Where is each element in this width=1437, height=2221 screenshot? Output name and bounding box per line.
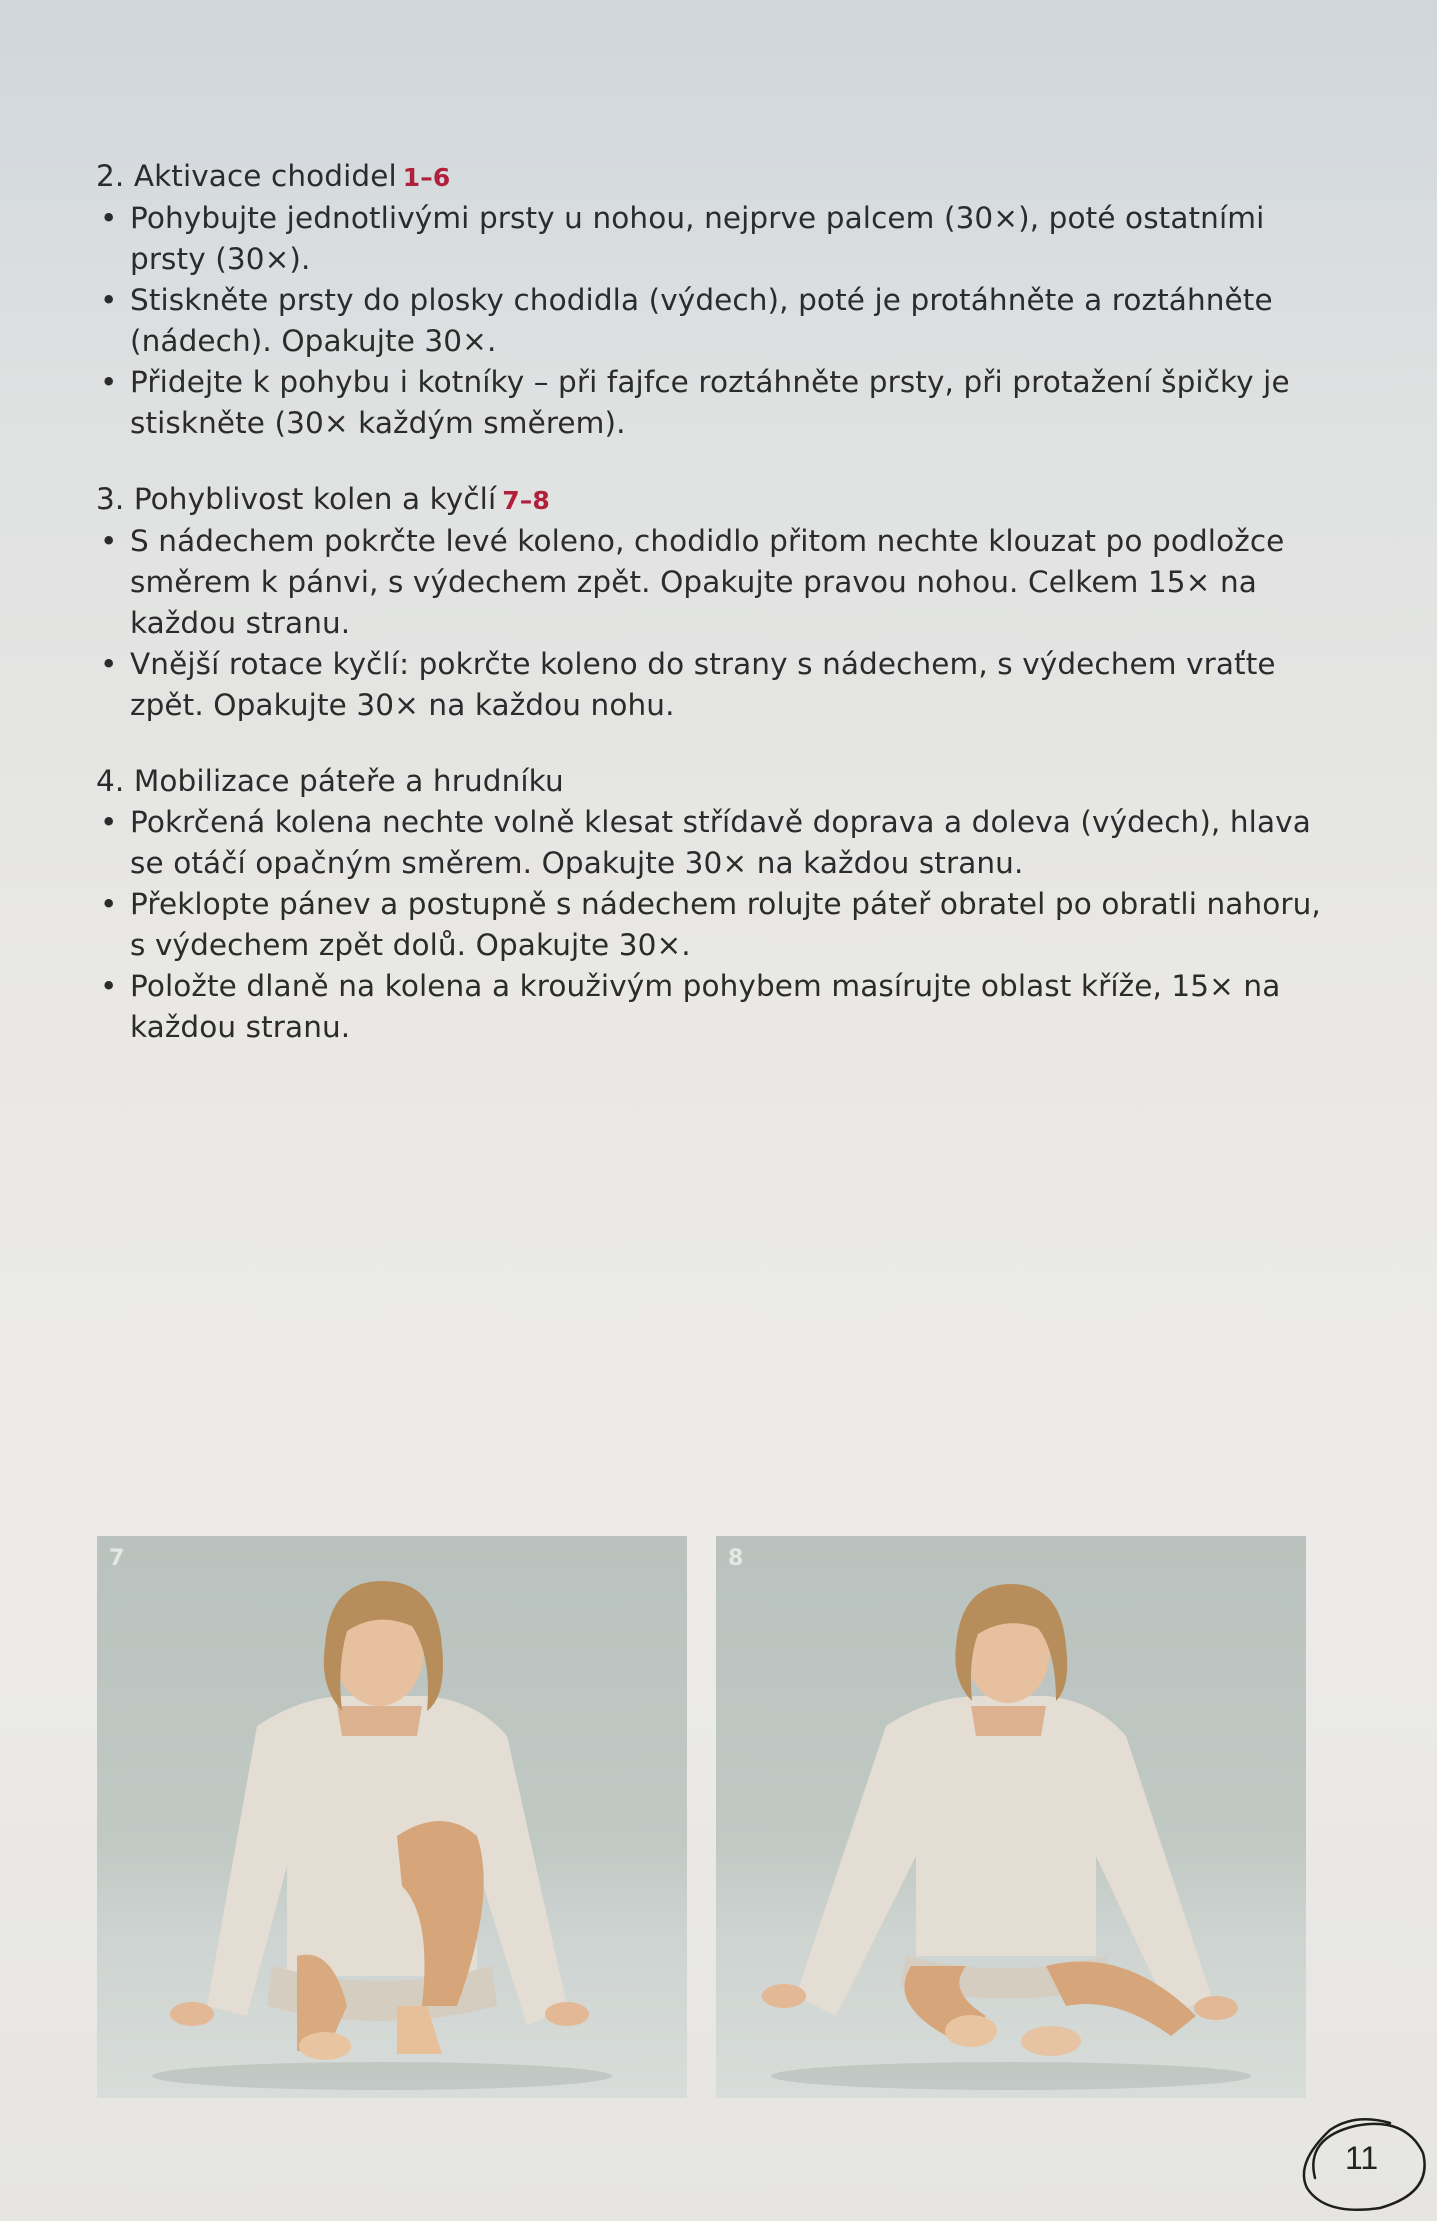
- list-item: • Pokrčená kolena nechte volně klesat střídavě doprava a doleva (výdech), hlava se otáčí opačným směrem. Opakujte 30× na každou stranu.: [96, 802, 1330, 884]
- exercise-photo-7: [97, 1536, 687, 2098]
- list-item: • Vnější rotace kyčlí: pokrčte koleno do strany s nádechem, s výdechem vraťte zpět. Opakujte 30× na každou nohu.: [96, 644, 1330, 726]
- bullet-icon: •: [100, 647, 118, 681]
- list-item: • Přidejte k pohybu i kotníky – při fajfce roztáhněte prsty, při protažení špičky je stiskněte (30× každým směrem).: [96, 362, 1330, 444]
- bullet-icon: •: [100, 201, 118, 235]
- seated-woman-hip-rotation-illustration: [716, 1536, 1306, 2098]
- section-foot-activation: [96, 156, 1336, 444]
- list-item: • Pohybujte jednotlivými prsty u nohou, nejprve palcem (30×), poté ostatními prsty (30×).: [96, 198, 1330, 280]
- bullet-icon: •: [100, 283, 118, 317]
- exercise-instructions: [96, 156, 1336, 1083]
- list-item: • Stiskněte prsty do plosky chodidla (výdech), poté je protáhněte a roztáhněte (nádech). Opakujte 30×.: [96, 280, 1330, 362]
- photo-reference: 7–8: [502, 486, 550, 515]
- photo-number: 7: [109, 1546, 125, 1571]
- bullet-icon: •: [100, 805, 118, 839]
- exercise-photo-8: [716, 1536, 1306, 2098]
- seated-woman-knee-bent-illustration: [97, 1536, 687, 2098]
- section-spine-mobilization: [96, 761, 1336, 1048]
- section-knee-hip-mobility: [96, 479, 1336, 726]
- bullet-icon: •: [100, 365, 118, 399]
- page-number-badge: [1285, 2108, 1435, 2218]
- photo-number: 8: [728, 1546, 744, 1571]
- bullet-icon: •: [100, 887, 118, 921]
- section-heading: 2. Aktivace chodidel 1–6: [96, 159, 451, 193]
- list-item: • Překlopte pánev a postupně s nádechem rolujte páteř obratel po obratli nahoru, s výdechem zpět dolů. Opakujte 30×.: [96, 884, 1330, 966]
- section-heading: 4. Mobilizace páteře a hrudníku: [96, 764, 564, 798]
- bullet-list: [96, 802, 1336, 1048]
- photo-reference: 1–6: [402, 163, 451, 192]
- list-item: • S nádechem pokrčte levé koleno, chodidlo přitom nechte klouzat po podložce směrem k pánvi, s výdechem zpět. Opakujte pravou nohou. Celkem 15× na každou stranu.: [96, 521, 1330, 644]
- bullet-icon: •: [100, 969, 118, 1003]
- bullet-icon: •: [100, 524, 118, 558]
- bullet-list: [96, 521, 1336, 726]
- section-heading: 3. Pohyblivost kolen a kyčlí 7–8: [96, 482, 550, 516]
- bullet-list: [96, 198, 1336, 444]
- list-item: • Položte dlaně na kolena a krouživým pohybem masírujte oblast kříže, 15× na každou stranu.: [96, 966, 1330, 1048]
- page-number: 11: [1345, 2140, 1379, 2176]
